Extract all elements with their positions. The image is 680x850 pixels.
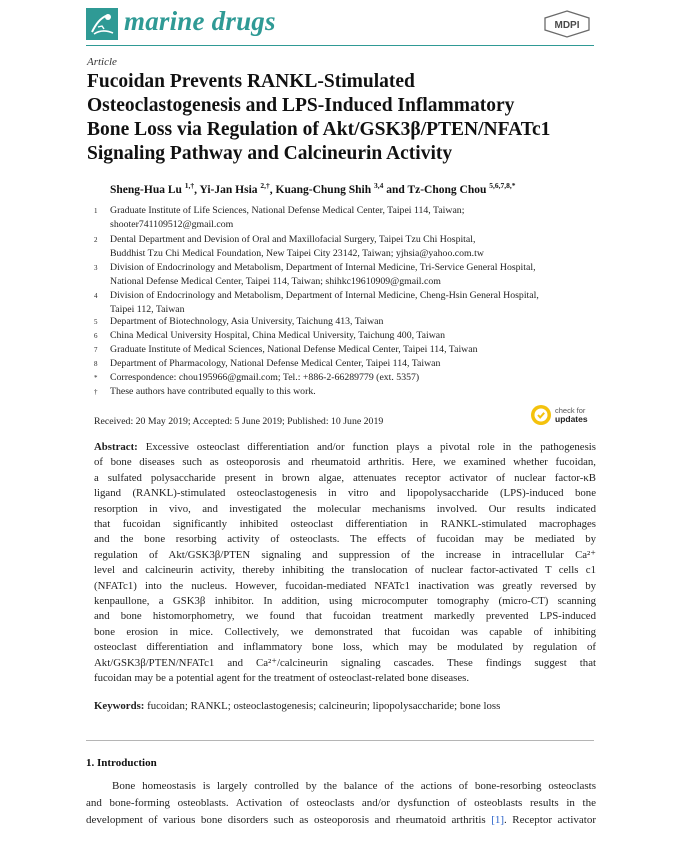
mdpi-logo (543, 10, 591, 38)
keywords-line (94, 700, 500, 712)
abstract-line: bone erosion in mice. Collectively, we demonstrated that fucoidan was capable of inhibiting (94, 625, 596, 638)
body-line: Bone homeostasis is largely controlled by the balance of the actions of bone-resorbing osteoclasts (112, 780, 596, 792)
abstract-line: that fucoidan significantly inhibited osteoclast differentiation in RANKL-stimulated macrophages (94, 518, 596, 531)
author-affiliation-marker: 3,4 (373, 181, 384, 190)
affiliation-text: Dental Department and Devision of Oral and Maxillofacial Surgery, Taipei Tzu Chi Hospital, (110, 234, 476, 245)
journal-name: marine drugs (124, 6, 276, 36)
abstract-line: ligand (RANKL)-stimulated osteoclastogenesis in vitro and lipopolysaccharide (LPS)-induced bone (94, 487, 596, 500)
section-heading-introduction: 1. Introduction (86, 757, 157, 769)
abstract-block (94, 440, 596, 687)
author-affiliation-marker: 1,† (184, 181, 195, 190)
affiliation-number: 5 (94, 318, 98, 326)
affiliation-text: Taipei 112, Taiwan (110, 304, 185, 315)
abstract-line: and bone histomorphometry, we found that fucoidan treatment markedly prevented LPS-induced (94, 610, 596, 623)
affiliation-number: 6 (94, 332, 98, 340)
header-rule (86, 45, 594, 46)
title-line: Bone Loss via Regulation of Akt/GSK3β/PTEN/NFATc1 (87, 119, 551, 140)
affiliation-number: 2 (94, 236, 98, 244)
affiliation-text: Division of Endocrinology and Metabolism, Department of Internal Medicine, Cheng-Hsin General Hospital, (110, 290, 539, 301)
marine-drugs-logo-icon (86, 8, 118, 40)
check-updates-line2: updates (555, 414, 588, 424)
abstract-line: level and calcineurin activity, thereby inhibiting the translocation of nuclear factor-activated T cells c1 (94, 564, 596, 577)
abstract-line: a sulfated polysaccharide present in brown algae, attenuates receptor activator of nuclear factor-κB (94, 471, 596, 484)
affiliation-text[interactable]: shooter741109512@gmail.com (110, 219, 234, 230)
abstract-line: kenpaullone, a GSK3β inhibitor. In addition, using microcomputer tomography (micro-CT) scanning (94, 595, 596, 608)
abstract-line: Akt/GSK3β/PTEN/NFATc1 and Ca²⁺/calcineurin signaling cascades. These findings suggest that (94, 656, 596, 669)
author-affiliation-marker: 5,6,7,8,* (489, 181, 516, 190)
affiliation-text: Graduate Institute of Life Sciences, National Defense Medical Center, Taipei 114, Taiwan; (110, 205, 465, 216)
author-name[interactable]: Yi-Jan Hsia (199, 183, 258, 196)
affiliation-text: Department of Biotechnology, Asia University, Taichung 413, Taiwan (110, 316, 384, 327)
affiliation-number: 4 (94, 292, 98, 300)
equal-contribution-text: These authors have contributed equally to this work. (110, 386, 316, 397)
abstract-line: osteoclast differentiation and inflammatory bone loss, which may be modulated by regulation of (94, 641, 596, 654)
abstract-line: (NFATc1) into the nucleus. However, fucoidan-mediated NFATc1 inactivation was greatly reversed by (94, 579, 596, 592)
author-name[interactable]: Tz-Chong Chou (407, 183, 487, 196)
body-line: and bone-forming osteoblasts. Activation of osteoclasts and/or dysfunction of osteoblasts results in the (86, 797, 596, 809)
body-line: development of various bone disorders such as osteoporosis and rheumatoid arthritis [1]. Receptor activator (86, 814, 597, 826)
article-title (87, 70, 607, 166)
introduction-paragraph (86, 778, 596, 829)
affiliation-text[interactable]: Buddhist Tzu Chi Medical Foundation, New Taipei City 23142, Taiwan; yjhsia@yahoo.com.tw (110, 248, 484, 259)
article-type: Article (87, 56, 117, 68)
title-line: Fucoidan Prevents RANKL-Stimulated (87, 71, 415, 92)
publication-dates: Received: 20 May 2019; Accepted: 5 June 2019; Published: 10 June 2019 (94, 416, 384, 427)
affiliation-number: 1 (94, 207, 98, 215)
author-list (110, 181, 516, 196)
abstract-line: Abstract: Excessive osteoclast differentiation and/or function plays a pivotal role in the pathogenesis (94, 441, 596, 453)
author-affiliation-marker: 2,† (260, 181, 270, 190)
abstract-line: resorption in vivo, and investigated the molecular mechanisms involved. Our results indicated (94, 502, 596, 515)
abstract-line: and the bone resorbing activity of osteoclasts. The effects of fucoidan may be mediated by (94, 533, 596, 546)
title-line: Osteoclastogenesis and LPS-Induced Inflammatory (87, 95, 515, 116)
author-separator: and (383, 183, 408, 196)
affiliation-number: 3 (94, 264, 98, 272)
abstract-line: regulation of Akt/GSK3β/PTEN signaling and suppression of the increase in intracellular Ca²⁺ (94, 548, 596, 561)
check-for-updates-button[interactable] (530, 404, 598, 430)
affiliation-text: Graduate Institute of Medical Sciences, National Defense Medical Center, Taipei 114, Taiwan (110, 344, 478, 355)
affiliation-text: Department of Pharmacology, National Defense Medical Center, Taipei 114, Taiwan (110, 358, 441, 369)
affiliation-text: Division of Endocrinology and Metabolism, Department of Internal Medicine, Tri-Service General Hospital, (110, 262, 536, 273)
author-separator: , (194, 183, 200, 196)
affiliation-number: 8 (94, 360, 98, 368)
affiliation-text[interactable]: National Defense Medical Center, Taipei 114, Taiwan; shihkc19610909@gmail.com (110, 276, 441, 287)
check-updates-line1: check for (555, 406, 586, 415)
abstract-line: fucoidan may be a potential agent for the treatment of osteoclast-related bone diseases. (94, 672, 470, 685)
section-divider (86, 740, 594, 741)
correspondence-text[interactable]: Correspondence: chou195966@gmail.com; Tel.: +886-2-66289779 (ext. 5357) (110, 372, 420, 383)
abstract-line: of bone diseases such as osteoporosis and rheumatoid arthritis. Here, we examined whether fucoidan, (94, 456, 596, 469)
abstract-label: Abstract: (94, 441, 138, 453)
affiliation-number: * (94, 374, 98, 382)
check-updates-icon (530, 404, 552, 426)
affiliation-number: † (94, 388, 98, 396)
affiliation-number: 7 (94, 346, 98, 354)
author-separator: , (269, 183, 276, 196)
author-name[interactable]: Sheng-Hua Lu (110, 183, 182, 196)
keywords-label: Keywords: (94, 700, 145, 712)
mdpi-logo-text: MDPI (554, 20, 580, 31)
citation-link[interactable]: [1] (491, 814, 505, 826)
author-name[interactable]: Kuang-Chung Shih (275, 183, 372, 196)
affiliation-text: China Medical University Hospital, China Medical University, Taichung 400, Taiwan (110, 330, 446, 341)
keywords-text: fucoidan; RANKL; osteoclastogenesis; calcineurin; lipopolysaccharide; bone loss (147, 700, 501, 712)
title-line: Signaling Pathway and Calcineurin Activity (87, 143, 453, 164)
